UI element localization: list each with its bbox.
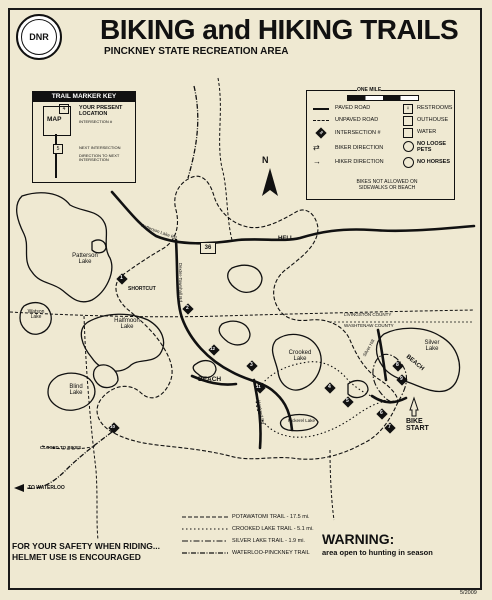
watson-lake-label: Watson Lake <box>27 309 45 321</box>
patterson-lake-rd-label: Patterson Lake Rd <box>140 222 178 241</box>
direction-label: DIRECTION TO NEXT INTERSECTION <box>79 153 120 163</box>
closed-to-bikes-label: CLOSED TO BIKES <box>40 445 82 450</box>
beach-east-label: BEACH <box>404 353 425 373</box>
intersection-number: 9 <box>400 376 403 382</box>
map-box-label: MAP <box>47 116 62 123</box>
intersection-number: 4 <box>328 384 331 390</box>
potawatomi-trail-label: POTAWATOMI TRAIL - 17.5 mi. <box>232 514 310 520</box>
halfmoon-lake-label: Halfmoon Lake <box>114 318 140 331</box>
trail-legend <box>176 511 316 569</box>
hankerd-rd-label: Hankerd Rd <box>256 399 266 425</box>
present-location-number: 4 <box>59 104 69 114</box>
crooked-lake-label: Crooked Lake <box>288 350 312 363</box>
map-legend <box>306 87 455 200</box>
biker-direction-icon: ⇄ <box>313 143 320 152</box>
restrooms-label: RESTROOMS <box>417 105 453 111</box>
bikes-note: BIKES NOT ALLOWED ON SIDEWALKS OR BEACH <box>356 179 418 191</box>
no-pets-label: NO LOOSE PETS <box>417 141 447 153</box>
patterson-lake-label: Patterson Lake <box>72 253 98 266</box>
trail-marker-key <box>32 91 136 183</box>
restrooms-icon: ♀ <box>403 104 413 114</box>
present-location-sub: INTERSECTION # <box>79 119 113 124</box>
intersection-number: 10 <box>110 424 116 429</box>
hell-label: HELL <box>278 236 294 242</box>
safety-notice <box>12 541 160 564</box>
intersection-label: INTERSECTION # <box>335 130 381 136</box>
intersection-number: 1 <box>120 275 123 281</box>
washtenaw-county-label: WASHTENAW COUNTY <box>344 323 394 328</box>
dnr-logo <box>16 14 62 60</box>
warning-title: WARNING: <box>322 531 395 547</box>
safety-line-1: FOR YOUR SAFETY WHEN RIDING... <box>12 541 160 551</box>
intersection-number: 11 <box>256 384 261 389</box>
no-horses-icon <box>403 157 414 168</box>
intersection-number: 8 <box>396 362 399 368</box>
next-intersection-label: NEXT INTERSECTION <box>79 145 121 150</box>
intersection-number: 12 <box>210 346 216 351</box>
livingston-county-label: LIVINGSTON COUNTY <box>344 312 392 317</box>
marker-key-title: TRAIL MARKER KEY <box>33 92 135 102</box>
blind-lake-label: Blind Lake <box>69 384 83 397</box>
intersection-number: 6 <box>380 410 383 416</box>
warning-text: area open to hunting in season <box>322 548 433 557</box>
next-intersection-number: 5 <box>53 144 63 154</box>
outhouse-icon <box>403 116 413 126</box>
safety-line-2: HELMET USE IS ENCOURAGED <box>12 552 141 563</box>
silver-lake-trail-label: SILVER LAKE TRAIL - 1.9 mi. <box>232 538 305 544</box>
page-title: BIKING and HIKING TRAILS <box>100 14 459 45</box>
waterloo-trail-label: WATERLOO-PINCKNEY TRAIL <box>232 550 310 556</box>
intersection-number: 2 <box>186 305 189 311</box>
no-horses-label: NO HORSES <box>417 159 451 165</box>
crooked-lake-trail-label: CROOKED LAKE TRAIL - 5.1 mi. <box>232 526 314 532</box>
beach-west-label: BEACH <box>198 376 222 383</box>
scale-label: ONE MILE <box>357 87 382 93</box>
intersection-number: 5 <box>346 398 349 404</box>
print-date: 5/2009 <box>460 590 477 596</box>
intersection-number: 3 <box>250 362 253 368</box>
outhouse-label: OUTHOUSE <box>417 117 449 123</box>
logo-text: DNR <box>29 32 49 42</box>
no-pets-icon <box>403 141 414 152</box>
hiker-direction-label: HIKER DIRECTION <box>335 159 384 165</box>
intersection-number: 7 <box>388 424 391 430</box>
pickerel-lake-label: Pickerel Lake <box>288 418 316 423</box>
present-location-label: YOUR PRESENT LOCATION <box>79 105 123 117</box>
bike-start-label: BIKE START <box>406 418 429 433</box>
paved-road-label: PAVED ROAD <box>335 105 371 111</box>
silver-hill-label: Silver Hill <box>361 338 376 358</box>
water-icon <box>403 128 413 138</box>
intersection-icon: 8 <box>315 127 326 138</box>
page-subtitle: PINCKNEY STATE RECREATION AREA <box>104 46 289 57</box>
water-label: WATER <box>417 129 437 135</box>
hiker-direction-icon: → <box>313 157 321 166</box>
to-waterloo-label: TO WATERLOO <box>28 485 65 491</box>
scale-bar <box>347 95 419 101</box>
silver-lake-label: Silver Lake <box>424 340 440 353</box>
north-label: N <box>262 155 269 165</box>
biker-direction-label: BIKER DIRECTION <box>335 145 384 151</box>
unpaved-road-label: UNPAVED ROAD <box>335 117 379 123</box>
shortcut-label: SHORTCUT <box>128 286 156 292</box>
route-36-shield: 36 <box>200 242 216 254</box>
dexter-townhall-rd-label: Dexter-Townhall Rd <box>177 262 183 302</box>
